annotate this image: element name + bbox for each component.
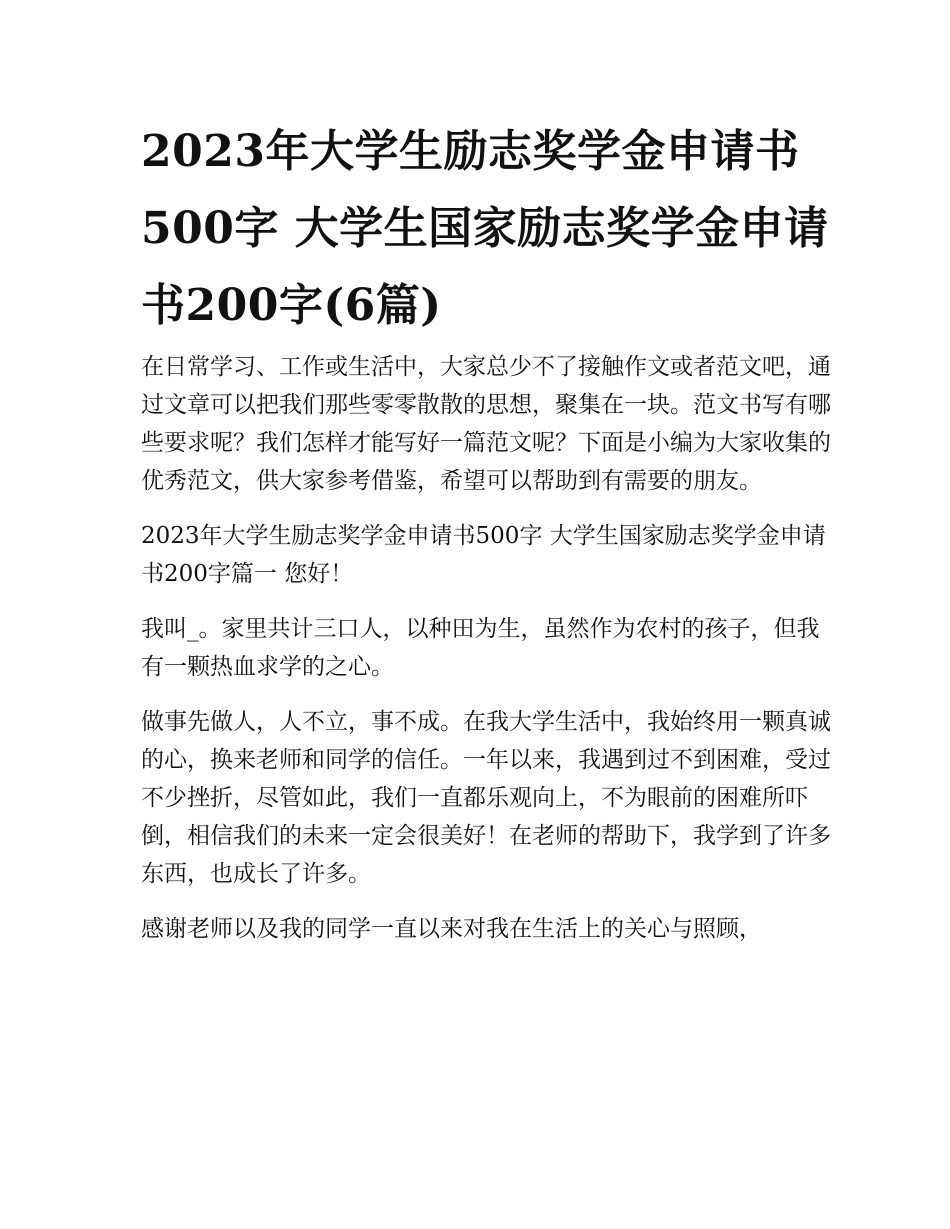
intro-paragraph: 在日常学习、工作或生活中，大家总少不了接触作文或者范文吧，通过文章可以把我们那些零零散散的思想，聚集在一块。范文书写有哪些要求呢？我们怎样才能写好一篇范文呢？下面是小编为大家收集的优秀范文，供大家参考借鉴，希望可以帮助到有需要的朋友。 xyxy=(141,354,831,494)
paragraph-gap xyxy=(141,686,831,703)
paragraph-gap xyxy=(141,500,831,517)
self-intro-paragraph: 我叫_。家里共计三口人，以种田为生，虽然作为农村的孩子，但我有一颗热血求学的之心。 xyxy=(141,616,820,680)
body-paragraph: 做事先做人，人不立，事不成。在我大学生活中，我始终用一颗真诚的心，换来老师和同学的信任。一年以来，我遇到过不到困难，受过不少挫折，尽管如此，我们一直都乐观向上，不为眼前的困难所吓倒，相信我们的未来一定会很美好！在老师的帮助下，我学到了许多东西，也成长了许多。 xyxy=(141,709,831,887)
paragraph-gap xyxy=(141,593,831,610)
document-body xyxy=(141,113,831,948)
section-heading-paragraph: 2023年大学生励志奖学金申请书500字 大学生国家励志奖学金申请书200字篇一 您好！ xyxy=(141,523,826,587)
thanks-paragraph: 感谢老师以及我的同学一直以来对我在生活上的关心与照顾， xyxy=(141,916,762,942)
document-title: 2023年大学生励志奖学金申请书500字 大学生国家励志奖学金申请书200字(6篇) xyxy=(141,126,829,331)
paragraph-gap xyxy=(141,893,831,910)
